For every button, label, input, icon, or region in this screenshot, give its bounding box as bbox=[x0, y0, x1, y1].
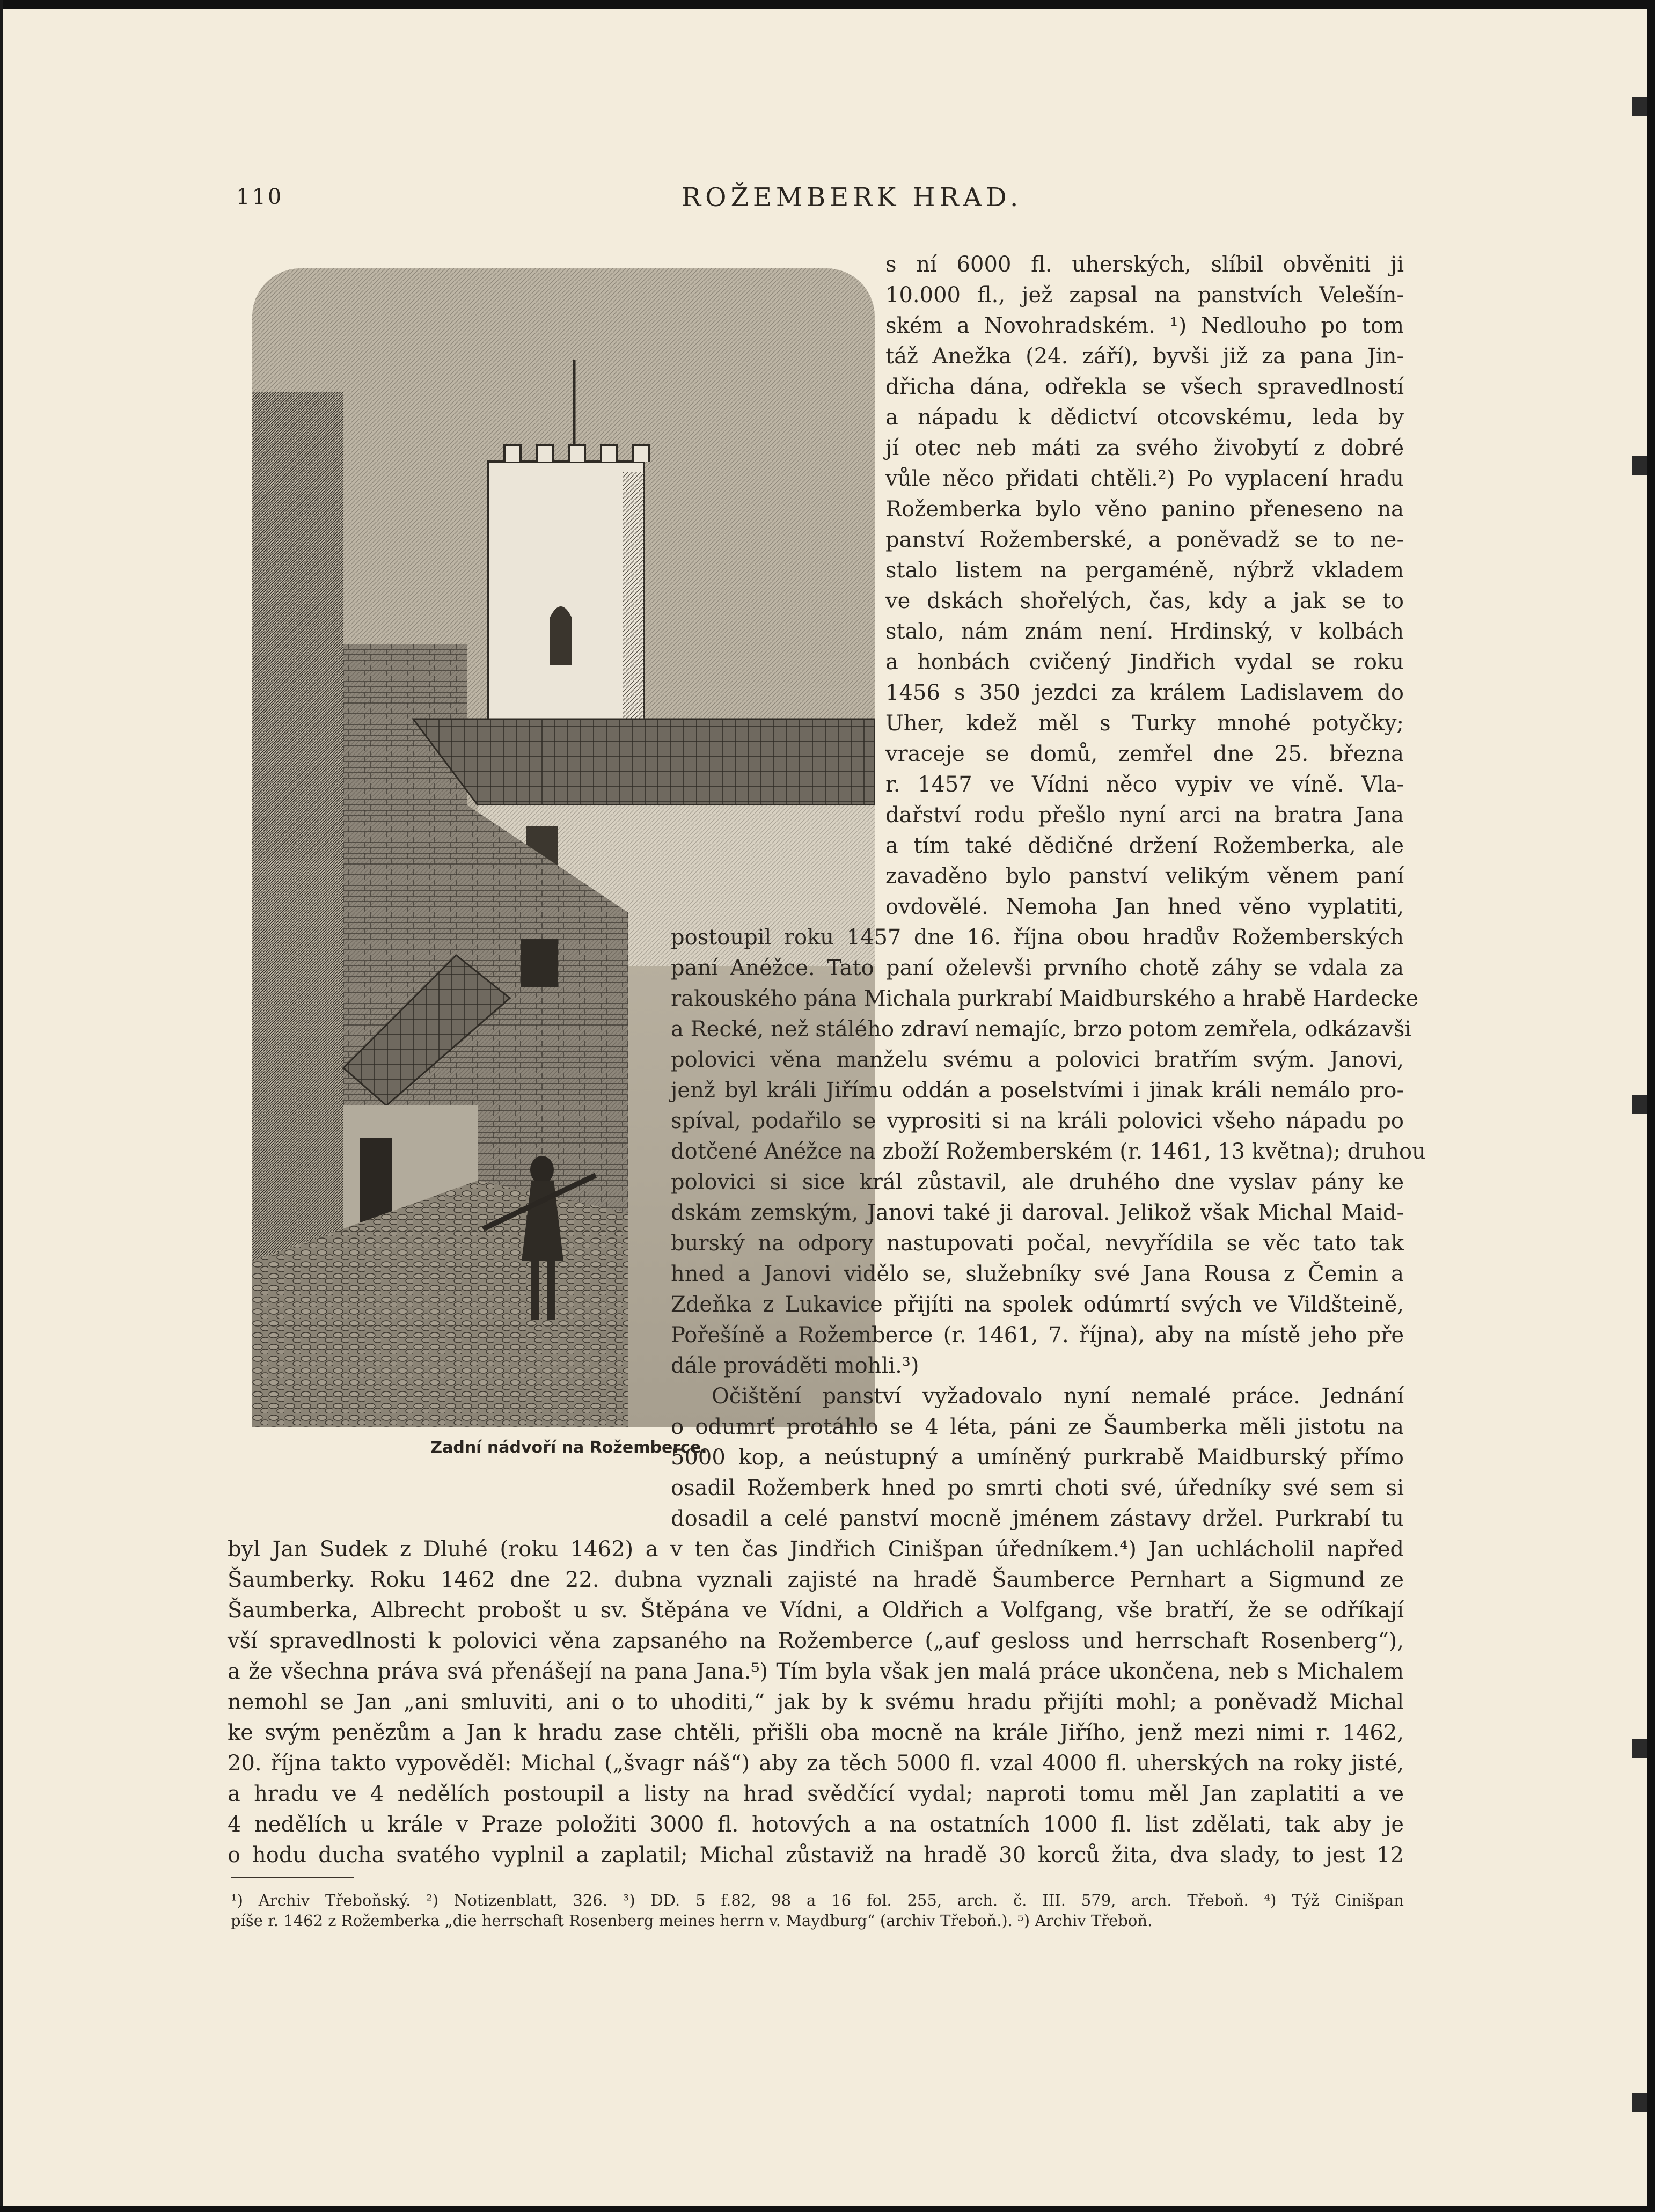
text-line: o odumrť protáhlo se 4 léta, páni ze Šaumberka měli jistotu na bbox=[671, 1415, 1404, 1439]
footnote: ¹) Archiv Třeboňský. ²) Notizenblatt, 326. ³) DD. 5 f.82, 98 a 16 fol. 255, arch. č. III. 579, arch. Třeboň. ⁴) Týž Cinišpan bbox=[231, 1891, 1404, 1909]
text-line: jenž byl králi Jiřímu oddán a poselstvími i jinak králi nemálo pro- bbox=[671, 1078, 1404, 1103]
running-title: ROŽEMBERK HRAD. bbox=[682, 182, 1023, 213]
text-line: Pořešíně a Rožemberce (r. 1461, 7. října), aby na místě jeho pře bbox=[671, 1323, 1404, 1347]
text-line: táž Anežka (24. září), byvši již za pana Jin- bbox=[885, 344, 1404, 369]
text-line: vší spravedlnosti k polovici věna zapsaného na Rožemberce („auf gesloss und herrschaft Rosenberg“), bbox=[228, 1629, 1404, 1653]
footnote: píše r. 1462 z Rožemberka „die herrschaft Rosenberg meines herrn v. Maydburg“ (archiv Třeboň.). ⁵) Archiv Třeboň. bbox=[231, 1911, 1153, 1930]
text-line: dskám zemským, Janovi také ji daroval. Jelikož však Michal Maid- bbox=[671, 1200, 1404, 1225]
text-line: stalo listem na pergaméně, nýbrž vkladem bbox=[885, 558, 1404, 583]
scan-border-left bbox=[0, 0, 3, 2212]
text-line: Šaumberky. Roku 1462 dne 22. dubna vyznali zajisté na hradě Šaumberce Pernhart a Sigmund ze bbox=[228, 1568, 1404, 1592]
text-line: 5000 kop, a neústupný a umíněný purkrabě Maidburský přímo bbox=[671, 1445, 1404, 1470]
text-line: dřicha dána, odřekla se všech spravedlností bbox=[885, 375, 1404, 399]
text-line: Rožemberka bylo věno panino přeneseno na bbox=[885, 497, 1404, 522]
illustration-caption: Zadní nádvoří na Rožemberce. bbox=[430, 1438, 707, 1457]
text-line: postoupil roku 1457 dne 16. října obou hradův Rožemberských bbox=[671, 925, 1404, 950]
text-line: polovici věna manželu svému a polovici bratřím svým. Janovi, bbox=[671, 1048, 1404, 1072]
text-line: vůle něco přidati chtěli.²) Po vyplacení hradu bbox=[885, 466, 1404, 491]
text-line: ovdovělé. Nemoha Jan hned věno vyplatiti, bbox=[885, 895, 1404, 919]
text-line: a tím také dědičné držení Rožemberka, ale bbox=[885, 833, 1404, 858]
text-line: vraceje se domů, zemřel dne 25. března bbox=[885, 742, 1404, 766]
scan-border-right bbox=[1647, 0, 1655, 2212]
text-line: a nápadu k dědictví otcovskému, leda by bbox=[885, 405, 1404, 430]
text-line: jí otec neb máti za svého živobytí z dobré bbox=[885, 436, 1404, 460]
text-line: a Recké, než stálého zdraví nemajíc, brzo potom zemřela, odkázavši bbox=[671, 1017, 1412, 1042]
scan-border-bottom bbox=[0, 2206, 1655, 2212]
text-line: dařství rodu přešlo nyní arci na bratra Jana bbox=[885, 803, 1404, 827]
text-line: a že všechna práva svá přenášejí na pana Jana.⁵) Tím byla však jen malá práce ukončena, neb s Michalem bbox=[228, 1659, 1404, 1684]
text-line: 1456 s 350 jezdci za králem Ladislavem do bbox=[885, 680, 1404, 705]
text-line: Očištění panství vyžadovalo nyní nemalé práce. Jednání bbox=[712, 1384, 1404, 1409]
text-line: 4 nedělích u krále v Praze položiti 3000 fl. hotových a na ostatních 1000 fl. list zdělati, tak aby je bbox=[228, 1812, 1404, 1837]
scan-tab-marker bbox=[1632, 1095, 1647, 1114]
text-line: hned a Janovi vidělo se, služebníky své Jana Rousa z Čemin a bbox=[671, 1262, 1404, 1286]
scan-border-top bbox=[0, 0, 1655, 9]
page-number: 110 bbox=[236, 185, 284, 209]
text-line: spíval, podařilo se vyprositi si na králi polovici všeho nápadu po bbox=[671, 1109, 1404, 1133]
text-line: 20. října takto vypověděl: Michal („švagr náš“) aby za těch 5000 fl. vzal 4000 fl. uherských na roky jisté, bbox=[228, 1751, 1404, 1776]
text-line: polovici si sice král zůstavil, ale druhého dne vyslav pány ke bbox=[671, 1170, 1404, 1195]
footnote-divider bbox=[231, 1877, 354, 1878]
text-line: ve dskách shořelých, čas, kdy a jak se to bbox=[885, 589, 1404, 613]
scan-tab-marker bbox=[1632, 1739, 1647, 1758]
text-line: r. 1457 ve Vídni něco vypiv ve víně. Vla- bbox=[885, 772, 1404, 797]
text-line: Šaumberka, Albrecht probošt u sv. Štěpána ve Vídni, a Oldřich a Volfgang, vše bratří, že se odříkají bbox=[228, 1598, 1404, 1623]
scan-tab-marker bbox=[1632, 456, 1647, 475]
text-line: nemohl se Jan „ani smluviti, ani o to uhoditi,“ jak by k svému hradu přijíti mohl; a poněvadž Michal bbox=[228, 1690, 1404, 1715]
text-line: a hradu ve 4 nedělích postoupil a listy na hrad svědčící vydal; naproti tomu měl Jan zaplatiti a ve bbox=[228, 1782, 1404, 1806]
text-line: o hodu ducha svatého vyplnil a zaplatil; Michal zůstaviž na hradě 30 korců žita, dva slady, to jest 12 bbox=[228, 1843, 1404, 1867]
text-line: rakouského pána Michala purkrabí Maidburského a hrabě Hardecke bbox=[671, 986, 1419, 1011]
text-line: zavaděno bylo panství velikým věnem paní bbox=[885, 864, 1404, 889]
text-line: dále prováděti mohli.³) bbox=[671, 1353, 919, 1378]
text-line: panství Rožemberské, a poněvadž se to ne- bbox=[885, 528, 1404, 552]
text-line: dosadil a celé panství mocně jménem zástavy držel. Purkrabí tu bbox=[671, 1506, 1404, 1531]
text-line: 10.000 fl., jež zapsal na panstvích Velešín- bbox=[885, 283, 1404, 307]
text-line: ke svým penězům a Jan k hradu zase chtěli, přišli oba mocně na krále Jiřího, jenž mezi nimi r. 1462, bbox=[228, 1720, 1404, 1745]
text-line: Zdeňka z Lukavice přijíti na spolek odúmrtí svých ve Vildšteině, bbox=[671, 1292, 1404, 1317]
text-line: Uher, kdež měl s Turky mnohé potyčky; bbox=[885, 711, 1404, 736]
text-line: ském a Novohradském. ¹) Nedlouho po tom bbox=[885, 313, 1404, 338]
text-line: osadil Rožemberk hned po smrti choti své, úředníky své sem si bbox=[671, 1476, 1404, 1500]
text-line: a honbách cvičený Jindřich vydal se roku bbox=[885, 650, 1404, 675]
text-line: paní Anéžce. Tato paní oželevši prvního chotě záhy se vdala za bbox=[671, 956, 1404, 980]
scan-tab-marker bbox=[1632, 97, 1647, 116]
text-line: burský na odpory nastupovati počal, nevyřídila se věc tato tak bbox=[671, 1231, 1404, 1256]
text-line: dotčené Anéžce na zboží Rožemberském (r. 1461, 13 května); druhou bbox=[671, 1139, 1426, 1164]
scan-tab-marker bbox=[1632, 2093, 1647, 2112]
text-line: s ní 6000 fl. uherských, slíbil obvěniti ji bbox=[885, 252, 1404, 277]
text-line: stalo, nám znám není. Hrdinský, v kolbách bbox=[885, 619, 1404, 644]
text-line: byl Jan Sudek z Dluhé (roku 1462) a v ten čas Jindřich Cinišpan úředníkem.⁴) Jan uchlácholil napřed bbox=[228, 1537, 1404, 1562]
